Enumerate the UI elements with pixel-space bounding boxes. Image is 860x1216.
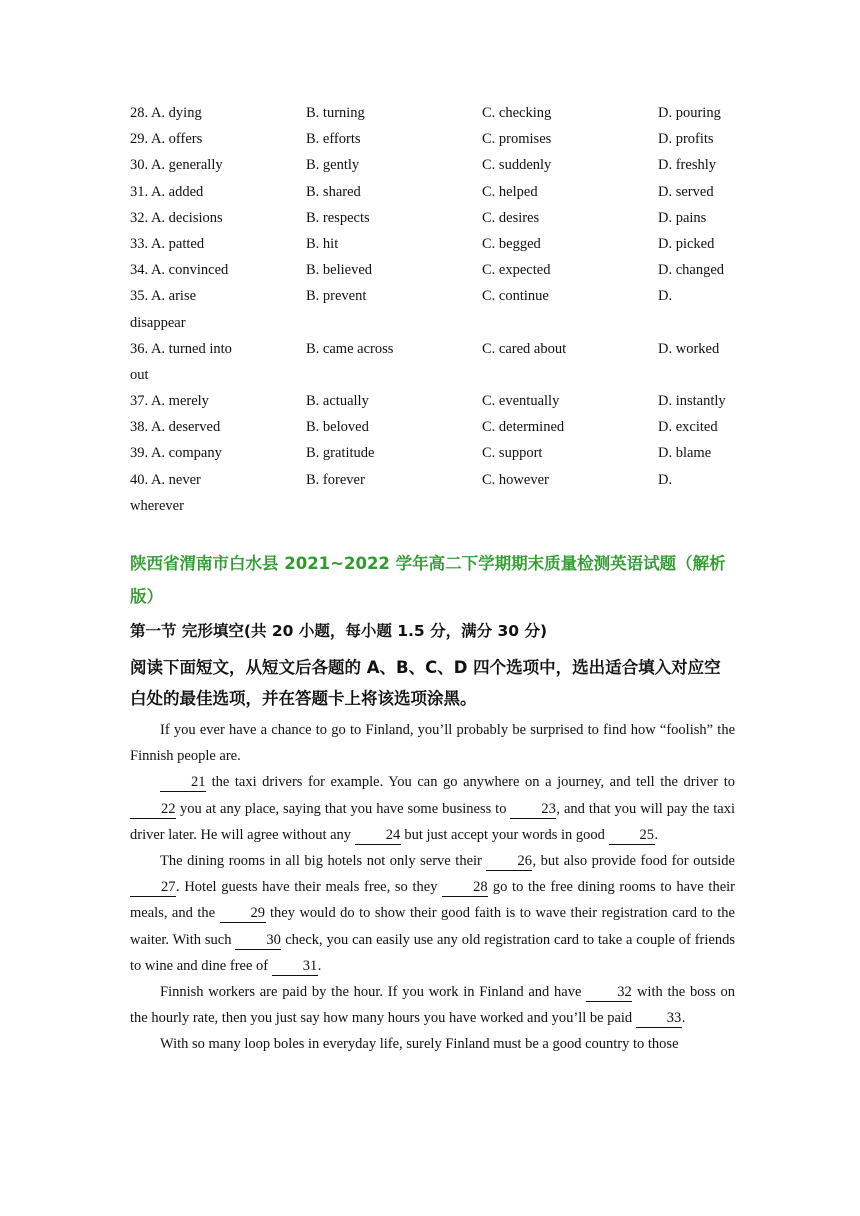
option-d: D. pouring — [658, 105, 721, 121]
paragraph-text: . — [654, 826, 659, 843]
option-d: D. — [658, 471, 673, 488]
blank-22: 22 — [130, 800, 176, 819]
option-a: 37. A. merely — [130, 393, 209, 410]
option-c: C. determined — [482, 419, 565, 436]
blank-24: 24 — [355, 826, 401, 845]
paragraph-text: the taxi drivers for example. You can go anywhere on a journey, and tell the driver to — [206, 774, 735, 791]
option-c: C. cared about — [482, 340, 567, 357]
option-a: 34. A. convinced — [130, 262, 229, 279]
blank-21: 21 — [160, 773, 206, 792]
option-a: 28. A. dying — [130, 105, 202, 121]
option-b: B. turning — [306, 105, 365, 121]
paragraph-text: The dining rooms in all big hotels not only serve their — [160, 853, 487, 870]
option-c: C. suddenly — [482, 157, 552, 174]
answer-options-table — [130, 100, 740, 519]
option-row-32 — [130, 205, 740, 231]
option-c: C. expected — [482, 262, 551, 279]
option-c: C. however — [482, 471, 549, 488]
option-row-37 — [130, 388, 740, 414]
blank-29: 29 — [220, 904, 266, 923]
option-d: D. instantly — [658, 393, 726, 410]
option-a: 36. A. turned into — [130, 340, 232, 357]
option-c: C. continue — [482, 288, 549, 305]
option-row-33 — [130, 231, 740, 257]
option-d-wrapped-text: wherever — [130, 497, 184, 514]
option-d-wrapped-text: disappear — [130, 314, 186, 331]
option-a: 39. A. company — [130, 445, 222, 462]
cloze-passage — [130, 717, 735, 1058]
option-d: D. excited — [658, 419, 718, 436]
option-b: B. hit — [306, 235, 339, 252]
paragraph-text: . — [681, 1010, 686, 1027]
exam-title: 陕西省渭南市白水县 2021~2022 学年高二下学期期末质量检测英语试题（解析版） — [130, 554, 726, 606]
paragraph-text: with the boss on the hourly rate, then you just say how many hours you have worked and you’ll be paid — [130, 984, 736, 1027]
option-a: 33. A. patted — [130, 235, 205, 252]
paragraph-text: . Hotel guests have their meals free, so they — [176, 879, 443, 896]
option-a: 38. A. deserved — [130, 419, 221, 436]
option-b: B. gratitude — [306, 445, 375, 462]
paragraph-text: you at any place, saying that you have some business to — [176, 800, 511, 817]
option-a: 31. A. added — [130, 183, 204, 200]
instructions: 阅读下面短文，从短文后各题的 A、B、C、D 四个选项中，选出适合填入对应空白处的最佳选项，并在答题卡上将该选项涂黑。 — [130, 658, 721, 708]
option-b: B. shared — [306, 183, 361, 200]
option-d: D. served — [658, 183, 714, 200]
paragraph-text: , but also provide food for outside — [532, 853, 735, 870]
option-b: B. efforts — [306, 131, 361, 148]
option-c: C. eventually — [482, 393, 560, 410]
option-row-36 — [130, 336, 740, 388]
paragraph-4 — [130, 979, 735, 1031]
paragraph-5: With so many loop boles in everyday life, surely Finland must be a good country to those — [160, 1036, 679, 1053]
option-a: 32. A. decisions — [130, 209, 223, 226]
paragraph-text: . — [317, 957, 322, 974]
option-c: C. begged — [482, 235, 541, 252]
blank-26: 26 — [486, 852, 532, 871]
option-row-29 — [130, 126, 740, 152]
paragraph-text: Finnish workers are paid by the hour. If you work in Finland and have — [160, 984, 587, 1001]
option-b: B. believed — [306, 262, 373, 279]
option-row-39 — [130, 440, 740, 466]
paragraph-text: go to the free dining rooms to have their meals, and the — [130, 879, 735, 922]
option-a: 35. A. arise — [130, 288, 197, 305]
paragraph-text: check, you can easily use any old registration card to take a couple of friends to wine and dine free of — [130, 931, 735, 974]
option-b: B. beloved — [306, 419, 369, 436]
option-d: D. worked — [658, 340, 720, 357]
option-row-31 — [130, 179, 740, 205]
option-b: B. gently — [306, 157, 360, 174]
option-row-34 — [130, 257, 740, 283]
option-c: C. helped — [482, 183, 538, 200]
option-d: D. picked — [658, 235, 715, 252]
option-row-30 — [130, 152, 740, 178]
option-d: D. profits — [658, 131, 714, 148]
option-c: C. promises — [482, 131, 552, 148]
blank-30: 30 — [235, 931, 281, 950]
option-b: B. prevent — [306, 288, 367, 305]
option-d: D. blame — [658, 445, 712, 462]
option-a: 40. A. never — [130, 471, 201, 488]
blank-33: 33 — [636, 1009, 682, 1028]
paragraph-1: If you ever have a chance to go to Finland, you’ll probably be surprised to find how “foolish” the Finnish people are. — [130, 722, 735, 765]
option-d: D. freshly — [658, 157, 716, 174]
option-row-40 — [130, 467, 740, 519]
option-b: B. came across — [306, 340, 394, 357]
option-row-28 — [130, 100, 740, 126]
option-a: 30. A. generally — [130, 157, 223, 174]
blank-25: 25 — [609, 826, 655, 845]
option-b: B. forever — [306, 471, 365, 488]
option-d: D. pains — [658, 209, 707, 226]
blank-23: 23 — [510, 800, 556, 819]
paragraph-text: , and that you will pay the taxi driver later. He will agree without any — [130, 800, 735, 843]
paragraph-2 — [130, 769, 735, 848]
section-title: 第一节 完形填空(共 20 小题，每小题 1.5 分，满分 30 分) — [130, 622, 548, 640]
paragraph-text: they would do to show their good faith is to wave their registration card to the waiter. With such — [130, 905, 735, 948]
option-b: B. respects — [306, 209, 370, 226]
option-row-35 — [130, 283, 740, 335]
blank-28: 28 — [442, 878, 488, 897]
option-d: D. changed — [658, 262, 725, 279]
blank-32: 32 — [586, 983, 632, 1002]
paragraph-text: but just accept your words in good — [400, 826, 609, 843]
option-b: B. actually — [306, 393, 369, 410]
blank-31: 31 — [272, 957, 318, 976]
option-c: C. checking — [482, 105, 552, 121]
option-c: C. desires — [482, 209, 540, 226]
option-row-38 — [130, 414, 740, 440]
paragraph-3 — [130, 848, 735, 979]
option-d: D. — [658, 288, 673, 305]
option-d-wrapped-text: out — [130, 366, 149, 383]
option-a: 29. A. offers — [130, 131, 203, 148]
blank-27: 27 — [130, 878, 176, 897]
option-c: C. support — [482, 445, 543, 462]
